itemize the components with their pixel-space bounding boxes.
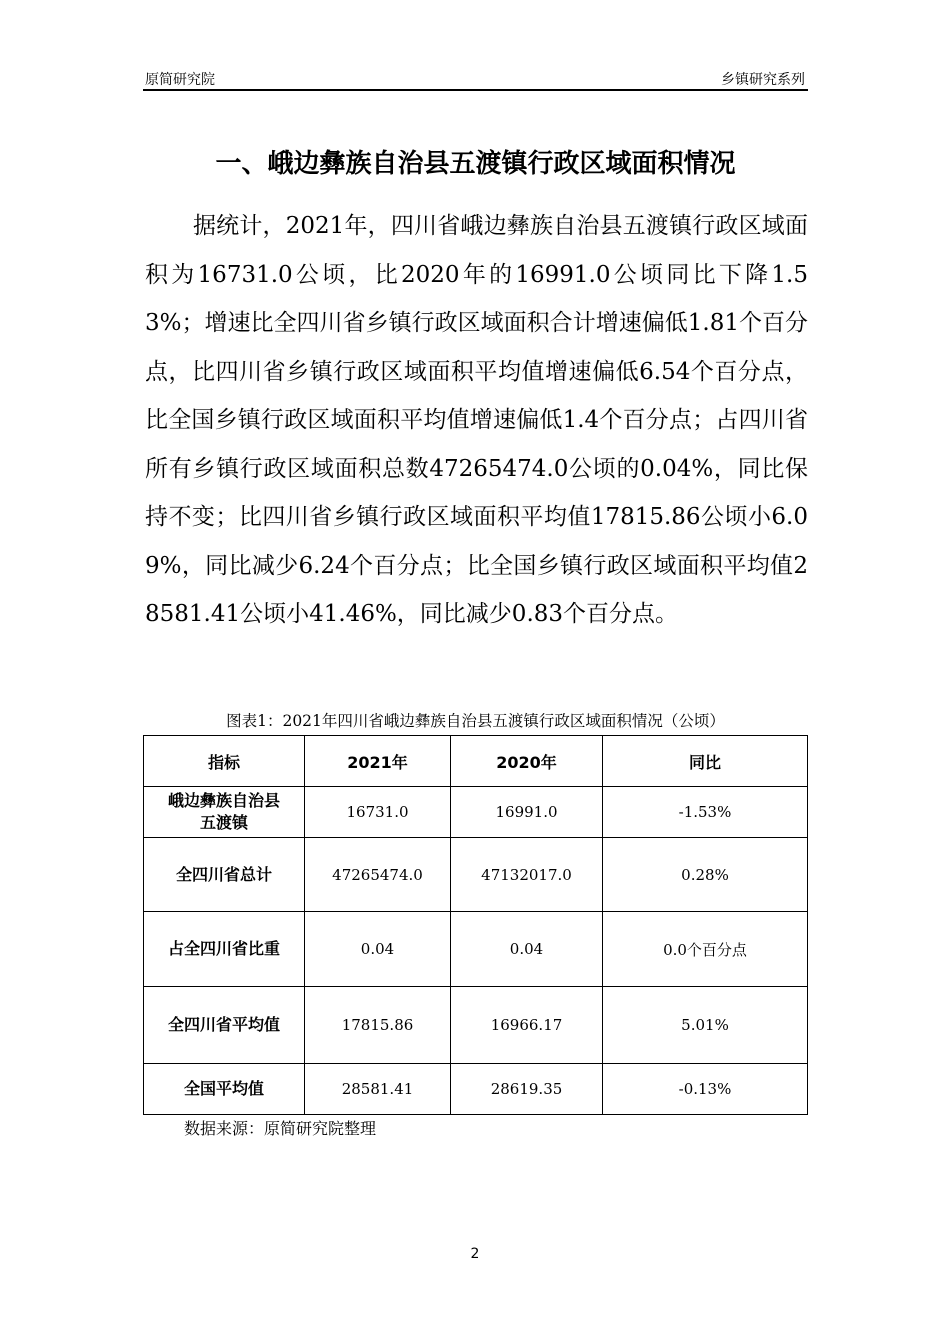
table-caption: 图表1：2021年四川省峨边彝族自治县五渡镇行政区域面积情况（公顷） [226, 712, 725, 730]
page-number: 2 [470, 1246, 480, 1262]
cell-yoy: -1.53% [603, 787, 808, 838]
table-header-row [144, 736, 808, 787]
table-row [144, 912, 808, 987]
cell-2021: 17815.86 [305, 987, 451, 1064]
cell-yoy: -0.13% [603, 1064, 808, 1115]
header-right-text: 乡镇研究系列 [721, 72, 805, 88]
row-label [144, 787, 305, 838]
row-label: 占全四川省比重 [144, 912, 305, 987]
header-left-text: 原简研究院 [145, 72, 215, 88]
table-row [144, 1064, 808, 1115]
cell-2020: 47132017.0 [451, 838, 603, 912]
cell-yoy: 0.28% [603, 838, 808, 912]
cell-2021: 16731.0 [305, 787, 451, 838]
cell-2021: 0.04 [305, 912, 451, 987]
col-header-2020: 2020年 [451, 736, 603, 787]
col-header-yoy: 同比 [603, 736, 808, 787]
row-label-line2: 五渡镇 [199, 813, 248, 832]
table-row [144, 787, 808, 838]
cell-2021: 28581.41 [305, 1064, 451, 1115]
section-title: 一、峨边彝族自治县五渡镇行政区域面积情况 [215, 149, 736, 179]
data-source-note: 数据来源：原简研究院整理 [184, 1119, 377, 1138]
row-label-line1: 峨边彝族自治县 [167, 791, 280, 810]
row-label: 全国平均值 [144, 1064, 305, 1115]
area-table [143, 735, 808, 1115]
table-row [144, 838, 808, 912]
col-header-2021: 2021年 [305, 736, 451, 787]
cell-2021: 47265474.0 [305, 838, 451, 912]
cell-2020: 16966.17 [451, 987, 603, 1064]
cell-yoy: 0.0个百分点 [603, 912, 808, 987]
cell-2020: 0.04 [451, 912, 603, 987]
table-row [144, 987, 808, 1064]
row-label: 全四川省平均值 [144, 987, 305, 1064]
col-header-indicator: 指标 [144, 736, 305, 787]
body-paragraph: 据统计，2021年，四川省峨边彝族自治县五渡镇行政区域面积为16731.0公顷，比2020年的16991.0公顷同比下降1.53%；增速比全四川省乡镇行政区域面积合计增速偏低1.81个百分点，比四川省乡镇行政区域面积平均值增速偏低6.54个百分点，比全国乡镇行政区域面积平均值增速偏低1.4个百分点；占四川省所有乡镇行政区域面积总数47265474.0公顷的0.04%，同比保持不变；比四川省乡镇行政区域面积平均值17815.86公顷小6.09%，同比减少6.24个百分点；比全国乡镇行政区域面积平均值28581.41公顷小41.46%，同比减少0.83个百分点。 [145, 213, 808, 627]
cell-yoy: 5.01% [603, 987, 808, 1064]
header-divider [143, 89, 808, 91]
cell-2020: 28619.35 [451, 1064, 603, 1115]
cell-2020: 16991.0 [451, 787, 603, 838]
row-label: 全四川省总计 [144, 838, 305, 912]
